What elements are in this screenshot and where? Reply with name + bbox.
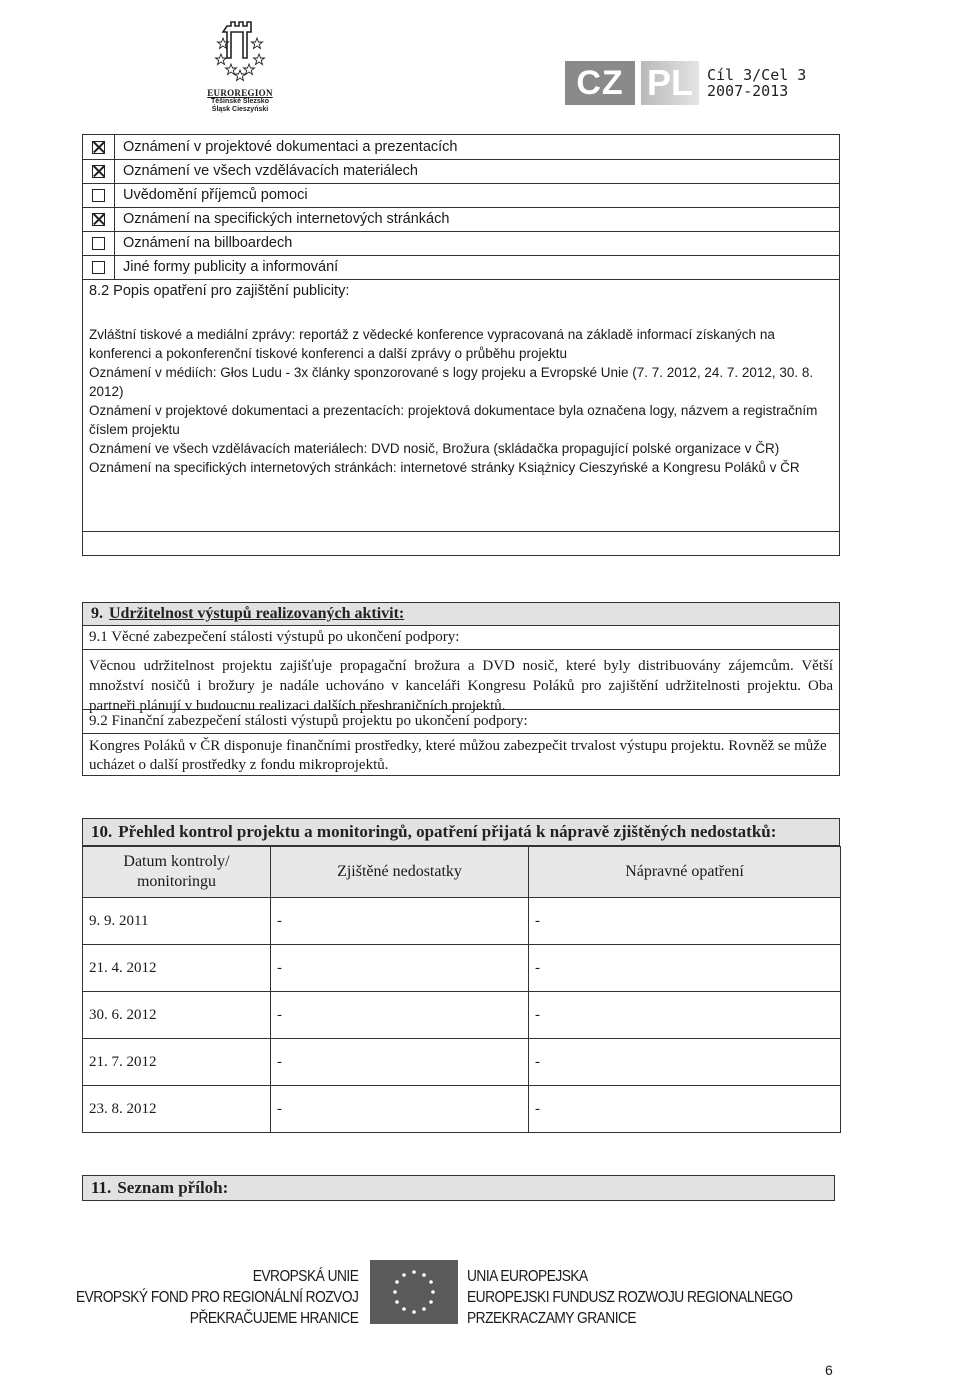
tower-stars-icon [205, 18, 275, 88]
checkbox-label: Oznámení ve všech vzdělávacích materiálech [123, 163, 418, 179]
checkbox-checked[interactable] [92, 141, 105, 154]
section-11-number: 11. [91, 1178, 112, 1197]
cell-date: 21. 7. 2012 [83, 1039, 271, 1086]
pl-logo-box: PL [641, 61, 699, 105]
table-row [83, 945, 841, 992]
section-8-2-title: 8.2 Popis opatření pro zajištění publicity: [89, 283, 350, 299]
checkbox-row [83, 255, 839, 280]
checkbox-label: Oznámení na billboardech [123, 235, 293, 251]
table-row [83, 1086, 841, 1133]
section-9-1-title: 9.1 Věcné zabezpečení stálosti výstupů po ukončení podpory: [82, 626, 840, 650]
publicity-table [82, 134, 840, 556]
cell-remedy: - [529, 898, 841, 945]
cell-date: 21. 4. 2012 [83, 945, 271, 992]
description-paragraph: Zvláštní tiskové a mediální zprávy: reportáž z vědecké konference vypracovaná na základě informací získaných na konferenci a pokonferenční tiskové konferenci a další zprávy o průběhu projektu [89, 327, 775, 361]
checkbox-unchecked[interactable] [92, 261, 105, 274]
column-header-remedy: Nápravné opatření [529, 847, 841, 898]
section-9-2-text: Kongres Poláků v ČR disponuje finančními prostředky, které můžou zabezpečit trvalost výstupu projektu. Rovněž se může ucházet o další prostředky z fondu mikroprojektů. [82, 734, 840, 776]
description-paragraph: Oznámení v projektové dokumentaci a prezentacích: projektová dokumentace byla označena logy, názvem a registračním číslem projektu [89, 403, 818, 437]
section-9-header [82, 602, 840, 626]
cell-remedy: - [529, 945, 841, 992]
cell-remedy: - [529, 1039, 841, 1086]
footer-pl-text [467, 1266, 792, 1329]
cz-logo-box: CZ [565, 61, 635, 105]
eu-flag-icon [370, 1260, 458, 1324]
section-10-header [82, 818, 840, 846]
cell-date: 23. 8. 2012 [83, 1086, 271, 1133]
footer-cz-line: EVROPSKÁ UNIE [252, 1268, 358, 1285]
checkbox-label: Jiné formy publicity a informování [123, 259, 339, 275]
checkbox-row [83, 207, 839, 232]
footer-pl-line: PRZEKRACZAMY GRANICE [467, 1310, 637, 1327]
section-11-header [82, 1175, 835, 1201]
eu-stars-icon [370, 1260, 458, 1324]
cell-remedy: - [529, 1086, 841, 1133]
checkbox-checked[interactable] [92, 165, 105, 178]
section-10-number: 10. [91, 822, 113, 841]
program-logo [565, 58, 806, 108]
euroregion-line-cz: Těšínské Slezsko [211, 98, 269, 105]
cell-date: 30. 6. 2012 [83, 992, 271, 1039]
checkbox-row [83, 183, 839, 208]
column-header-findings: Zjištěné nedostatky [271, 847, 529, 898]
checkbox-label: Oznámení v projektové dokumentaci a prezentacích [123, 139, 458, 155]
table-row [83, 1039, 841, 1086]
section-11-title: Seznam příloh: [117, 1178, 229, 1197]
section-9-2-title: 9.2 Finanční zabezpečení stálosti výstupů projektu po ukončení podpory: [82, 710, 840, 734]
checkbox-label: Uvědomění příjemců pomoci [123, 187, 308, 203]
section-10-title: Přehled kontrol projektu a monitoringů, opatření přijatá k nápravě zjištěných nedostatků: [118, 822, 777, 841]
cell-findings: - [271, 898, 529, 945]
table-header-row [83, 847, 841, 898]
euroregion-logo [190, 18, 290, 114]
footer-cz-line: PŘEKRAČUJEME HRANICE [189, 1310, 358, 1327]
cell-findings: - [271, 992, 529, 1039]
cell-date: 9. 9. 2011 [83, 898, 271, 945]
checkbox-unchecked[interactable] [92, 189, 105, 202]
checkbox-row [83, 231, 839, 256]
table-row [83, 898, 841, 945]
euroregion-name: EUROREGION [207, 88, 273, 98]
footer-pl-line: UNIA EUROPEJSKA [467, 1268, 588, 1285]
checkbox-label: Oznámení na specifických internetových stránkách [123, 211, 450, 227]
checkbox-row [83, 159, 839, 184]
controls-table [82, 846, 841, 1133]
checkbox-row [83, 135, 839, 160]
publicity-description [89, 325, 834, 477]
euroregion-line-pl: Śląsk Cieszyński [211, 106, 269, 113]
table-row [83, 992, 841, 1039]
program-logo-text [707, 67, 806, 99]
footer-pl-line: EUROPEJSKI FUNDUSZ ROZWOJU REGIONALNEGO [467, 1289, 793, 1306]
footer-cz-text [76, 1266, 358, 1329]
footer [0, 1260, 960, 1340]
section-9-title: Udržitelnost výstupů realizovaných aktivit: [109, 605, 405, 622]
program-logo-line1: Cíl 3/Cel 3 [707, 66, 807, 84]
page-number: 6 [825, 1362, 833, 1378]
program-logo-line2: 2007-2013 [707, 82, 789, 100]
checkbox-checked[interactable] [92, 213, 105, 226]
column-header-date: Datum kontroly/ monitoringu [83, 847, 271, 898]
section-9-number: 9. [91, 605, 103, 622]
cell-findings: - [271, 1039, 529, 1086]
checkbox-unchecked[interactable] [92, 237, 105, 250]
description-paragraph: Oznámení na specifických internetových stránkách: internetové stránky Książnicy Cieszyńské a Kongresu Poláků v ČR [89, 460, 800, 475]
table-divider [83, 531, 839, 532]
cell-findings: - [271, 1086, 529, 1133]
section-9-1-text: Věcnou udržitelnost projektu zajišťuje propagační brožura a DVD nosič, které byly distribuovány zájemcům. Větší množství nosičů i brožury je nadále uchováno v kanceláři Kongresu Poláků pro zajištění udržitelnosti projektu. Oba partneři plánují v budoucnu realizaci dalších přeshraničních projektů. [82, 650, 840, 710]
description-paragraph: Oznámení ve všech vzdělávacích materiálech: DVD nosič, Brožura (skládačka propagující polské organizace v ČR) [89, 441, 780, 456]
description-paragraph: Oznámení v médiích: Głos Ludu - 3x články sponzorované s logy projeku a Evropské Unie (7. 7. 2012, 24. 7. 2012, 30. 8. 2012) [89, 365, 814, 399]
footer-cz-line: EVROPSKÝ FOND PRO REGIONÁLNÍ ROZVOJ [75, 1289, 358, 1306]
cell-remedy: - [529, 992, 841, 1039]
cell-findings: - [271, 945, 529, 992]
